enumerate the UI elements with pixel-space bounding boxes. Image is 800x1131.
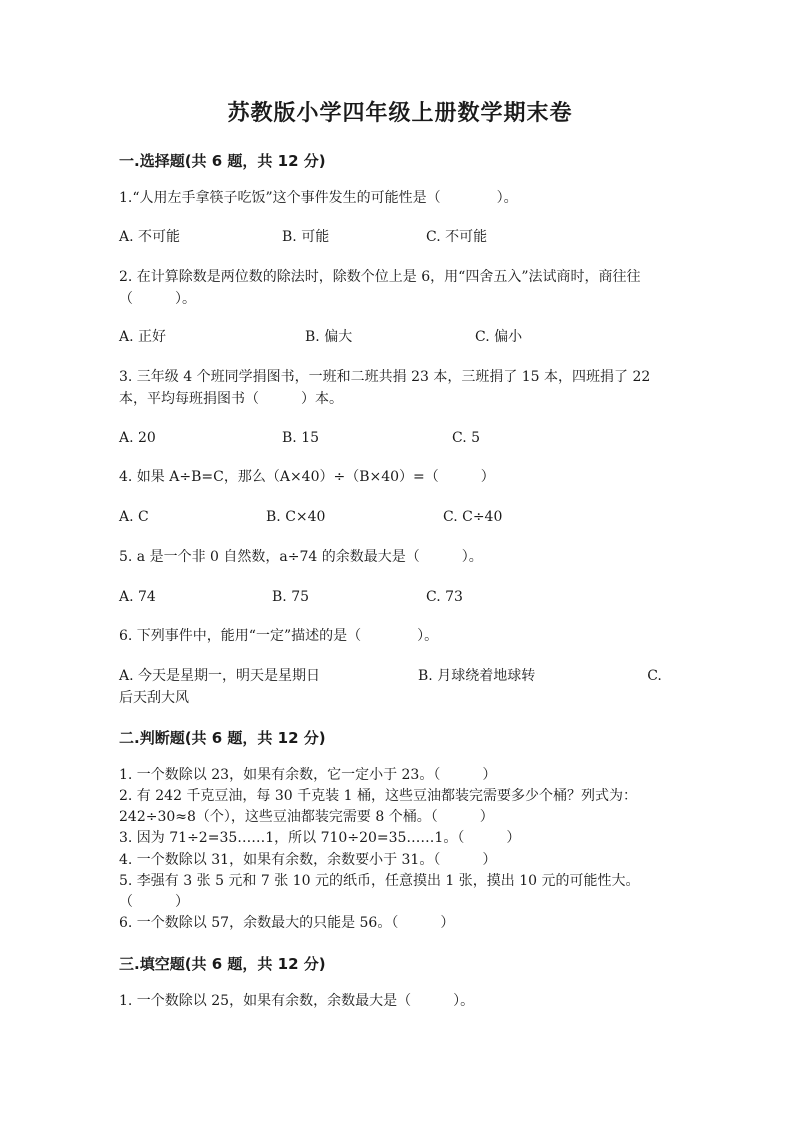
option-a: A. 20 <box>119 430 156 446</box>
question-stem: 3. 三年级 4 个班同学捐图书，一班和二班共捐 23 本，三班捐了 15 本，四班捐了 22 本，平均每班捐图书（ ）本。 <box>119 369 651 407</box>
option-c: C. C÷40 <box>443 509 503 525</box>
question-stem: 6. 下列事件中，能用“一定”描述的是（ ）。 <box>119 628 439 644</box>
judgement-item: 6. 一个数除以 57，余数最大的只能是 56。（ ） <box>119 915 455 931</box>
judgement-item: 4. 一个数除以 31，如果有余数，余数要小于 31。（ ） <box>119 852 497 868</box>
question-stem: 2. 在计算除数是两位数的除法时，除数个位上是 6，用“四舍五入”法试商时，商往往（ ）。 <box>119 269 641 307</box>
judgement-item: 5. 李强有 3 张 5 元和 7 张 10 元的纸币，任意摸出 1 张，摸出 10 元的可能性大。 （ ） <box>119 873 661 910</box>
option-a: A. C <box>119 509 149 525</box>
question-stem: 5. a 是一个非 0 自然数，a÷74 的余数最大是（ ）。 <box>119 549 483 565</box>
option-a: A. 不可能 <box>119 229 181 245</box>
section-heading-fill: 三.填空题(共 6 题，共 12 分) <box>119 955 326 973</box>
question-stem: 1.“人用左手拿筷子吃饭”这个事件发生的可能性是（ ）。 <box>119 190 518 206</box>
judgement-item: 2. 有 242 千克豆油，每 30 千克装 1 桶，这些豆油都装完需要多少个桶？列式为：242÷30≈8（个），这些豆油都装完需要 8 个桶。（ ） <box>119 788 637 825</box>
option-c: C. 不可能 <box>426 229 488 245</box>
section-heading-judgement: 二.判断题(共 6 题，共 12 分) <box>119 729 326 747</box>
option-b: B. 75 <box>272 589 310 605</box>
option-a: A. 74 <box>119 589 156 605</box>
options-line: A. 今天是星期一，明天是星期日 B. 月球绕着地球转 C. 后天刮大风 <box>119 668 662 706</box>
judgement-item: 1. 一个数除以 23，如果有余数，它一定小于 23。（ ） <box>119 767 497 783</box>
question-stem: 4. 如果 A÷B=C，那么（A×40）÷（B×40）=（ ） <box>119 469 495 485</box>
option-b: B. 偏大 <box>305 329 353 345</box>
section-heading-choice: 一.选择题(共 6 题，共 12 分) <box>119 152 326 170</box>
question-stem: 1. 一个数除以 25，如果有余数，余数最大是（ ）。 <box>119 993 475 1009</box>
page-title: 苏教版小学四年级上册数学期末卷 <box>227 100 573 126</box>
option-b: B. 15 <box>282 430 320 446</box>
option-c: C. 偏小 <box>475 329 523 345</box>
option-a: A. 正好 <box>119 329 167 345</box>
option-c: C. 73 <box>426 589 463 605</box>
option-b: B. 可能 <box>282 229 330 245</box>
option-b: B. C×40 <box>266 509 326 525</box>
judgement-item: 3. 因为 71÷2=35……1，所以 710÷20=35……1。（ ） <box>119 830 521 846</box>
option-c: C. 5 <box>452 430 481 446</box>
